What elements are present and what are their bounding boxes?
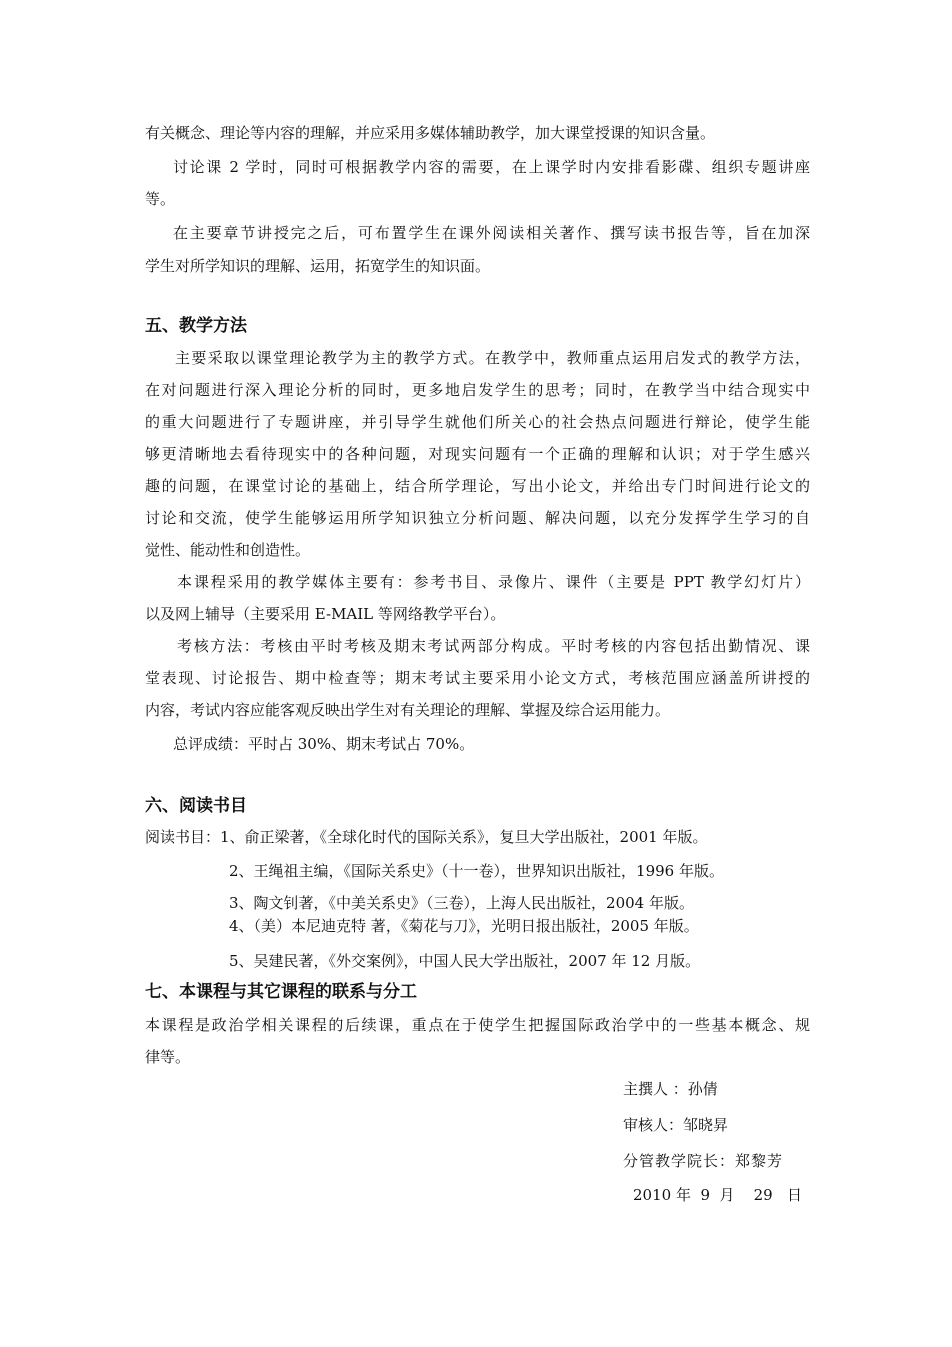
reviewer-line: 审核人：邹晓昇	[623, 1116, 729, 1134]
date-line: 2010 年 9 月 29 日	[633, 1186, 803, 1204]
section-heading: 七、本课程与其它课程的联系与分工	[145, 982, 417, 1002]
paragraph-line: 内容，考试内容应能客观反映出学生对有关理论的理解、掌握及综合运用能力。	[145, 701, 671, 719]
book-item: 5、吴建民著，《外交案例》，中国人民大学出版社，2007 年 12 月版。	[229, 952, 701, 970]
paragraph-line: 律等。	[145, 1048, 191, 1066]
paragraph-line: 堂表现、讨论报告、期中检查等；期末考试主要采用小论文方式，考核范围应涵盖所讲授的	[145, 669, 810, 687]
paragraph-line: 够更清晰地去看待现实中的各种问题，对现实问题有一个正确的理解和认识；对于学生感兴	[145, 445, 810, 463]
section-heading: 六、阅读书目	[145, 796, 247, 816]
author-line: 主撰人 ：孙倩	[623, 1080, 718, 1098]
paragraph-line: 本课程是政治学相关课程的后续课，重点在于使学生把握国际政治学中的一些基本概念、规	[145, 1016, 810, 1034]
paragraph-line: 学生对所学知识的理解、运用，拓宽学生的知识面。	[145, 257, 491, 275]
paragraph-line: 在对问题进行深入理论分析的同时，更多地启发学生的思考；同时，在教学当中结合现实中	[145, 381, 810, 399]
book-item: 阅读书目：1、俞正梁著，《全球化时代的国际关系》，复旦大学出版社，2001 年版。	[145, 828, 708, 846]
section-heading: 五、教学方法	[145, 316, 247, 336]
paragraph-line: 讨论课 2 学时，同时可根据教学内容的需要，在上课学时内安排看影碟、组织专题讲座	[173, 158, 810, 176]
paragraph-line: 觉性、能动性和创造性。	[145, 541, 311, 559]
paragraph-line: 总评成绩：平时占 30%、期末考试占 70%。	[173, 735, 475, 753]
paragraph-line: 的重大问题进行了专题讲座，并引导学生就他们所关心的社会热点问题进行辩论，使学生能	[145, 413, 810, 431]
paragraph-line: 主要采取以课堂理论教学为主的教学方式。在教学中，教师重点运用启发式的教学方法，	[175, 349, 810, 367]
paragraph-line: 讨论和交流，使学生能够运用所学知识独立分析问题、解决问题，以充分发挥学生学习的自	[145, 509, 810, 527]
book-item: 4、（美）本尼迪克特 著，《菊花与刀》，光明日报出版社，2005 年版。	[229, 917, 699, 935]
book-item: 3、陶文钊著，《中美关系史》（三卷），上海人民出版社，2004 年版。	[229, 894, 694, 912]
dean-line: 分管教学院长：郑黎芳	[623, 1152, 784, 1170]
paragraph-line: 以及网上辅导（主要采用 E-MAIL 等网络教学平台）。	[145, 605, 506, 623]
paragraph-line: 本课程采用的教学媒体主要有：参考书目、录像片、课件（主要是 PPT 教学幻灯片）	[177, 573, 810, 591]
paragraph-line: 等。	[145, 190, 176, 208]
book-item: 2、王绳祖主编，《国际关系史》（十一卷），世界知识出版社，1996 年版。	[229, 862, 724, 880]
paragraph-line: 趣的问题，在课堂讨论的基础上，结合所学理论，写出小论文，并给出专门时间进行论文的	[145, 477, 810, 495]
paragraph-line: 在主要章节讲授完之后，可布置学生在课外阅读相关著作、撰写读书报告等，旨在加深	[173, 224, 810, 242]
paragraph-line: 考核方法：考核由平时考核及期末考试两部分构成。平时考核的内容包括出勤情况、课	[177, 637, 810, 655]
paragraph-line: 有关概念、理论等内容的理解，并应采用多媒体辅助教学，加大课堂授课的知识含量。	[145, 124, 716, 142]
